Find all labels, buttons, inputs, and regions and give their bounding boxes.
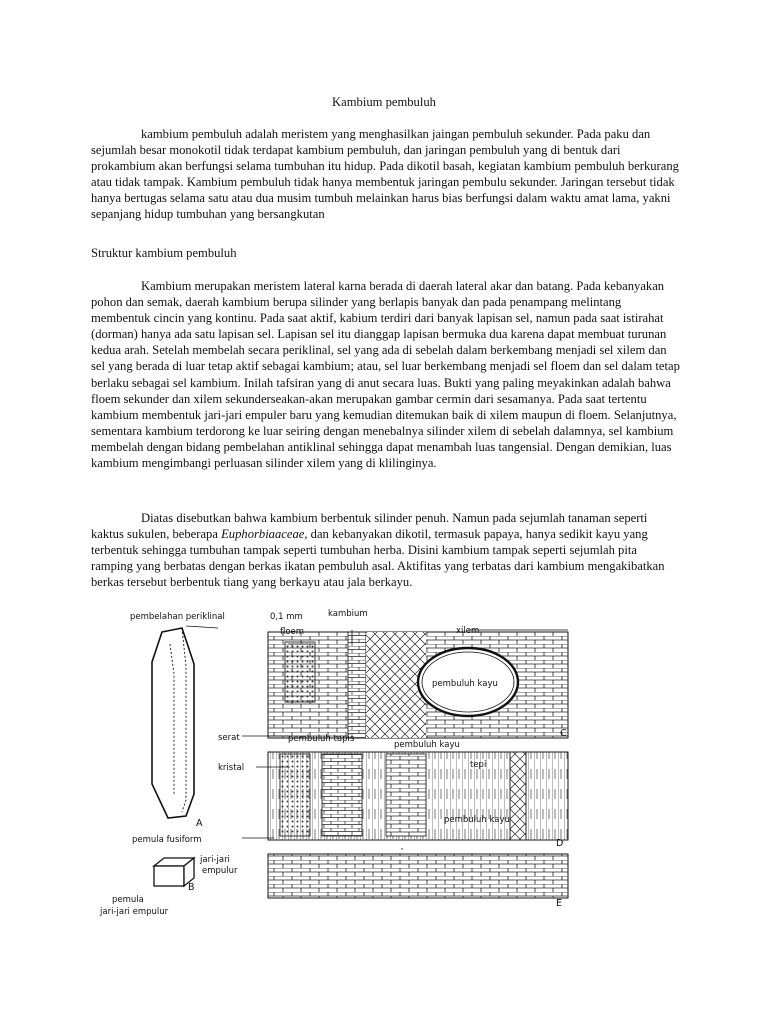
document-title: Kambium pembuluh [332, 95, 436, 109]
label-xylem: xilem [456, 626, 480, 636]
label-vessel-2: pembuluh kayu [394, 740, 460, 750]
label-vessel-3: pembuluh kayu [444, 815, 510, 825]
label-b: B [188, 882, 195, 893]
paragraph-cylinder-italic: Euphorbiaaceae, [221, 527, 308, 542]
panel-c-drawing [268, 632, 568, 738]
paragraph-intro-text: kambium pembuluh adalah meristem yang menghasilkan jaingan pembuluh sekunder. Pada paku dan sejumlah besar monokotil tidak terdapat kambium pembuluh, dan jaringan pembuluh yang di bentuk dari prokambium akan berfungsi selama tumbuhan itu hidup. Pada dikotil basah, kegiatan kambium pembuluh berkurang atau tidak tampak. Kambium pembuluh tidak hanya membentuk jaringan pembulu sekunder. Jaringan tersebut tidak hanya bertugas selama satu atau dua musim tumbuh melainkan harus bias berfungsi dalam waktu amat lama, yakni sepanjang hidup tumbuhan yang bersangkutan [91, 127, 679, 222]
label-phloem: floem [280, 627, 305, 637]
label-sieve-tube: pembuluh tapis [288, 734, 355, 744]
label-d: D [556, 838, 564, 849]
label-c: C [560, 728, 567, 739]
section-heading: Struktur kambium pembuluh [91, 246, 237, 260]
label-border: tepi [470, 760, 487, 770]
label-ray-line1: jari-jari [200, 855, 230, 865]
paragraph-cylinder [91, 510, 681, 590]
cambium-figure [90, 604, 607, 924]
panel-d-drawing [268, 752, 568, 840]
label-fiber: serat [218, 733, 240, 743]
label-initial: pemula [112, 895, 144, 905]
paragraph-intro [91, 126, 681, 223]
label-vessel-1: pembuluh kayu [432, 679, 498, 689]
fusiform-initial-drawing [152, 628, 194, 818]
label-crystal: kristal [218, 763, 245, 773]
paragraph-structure [91, 278, 681, 471]
panel-e-drawing [268, 854, 568, 898]
paragraph-cylinder-text-a: Diatas disebutkan bahwa kambium berbentuk silinder penuh. Namun pada sejumlah tanaman seperti kaktus sukulen, beberapa [91, 511, 648, 542]
paragraph-structure-text: Kambium merupakan meristem lateral karna berada di daerah lateral akar dan batang. Pada kebanyakan pohon dan semak, daerah kambium berupa silinder yang berlapis banyak dan pada penampang melintang membentuk cincin yang kontinu. Pada saat aktif, kabium terdiri dari banyak lapisan sel, namun pada saat istirahat (dorman) hanya ada satu lapisan sel. Lapisan sel itu dianggap lapisan bermuka dua karena dapat membuat turunan kedua arah. Setelah membelah secara periklinal, sel yang ada di sebelah dalam berkembang menjadi sel xilem dan sel yang berada di luar tetap aktif sebagai kambium; atau, sel luar berkembang menjadi sel floem dan sel dalam tetap berlaku sebagai sel kambium. Inilah tafsiran yang di anut secara luas. Bukti yang paling meyakinkan adalah bahwa floem sekunder dan xilem sekunderseakan-akan merupakan gambar cermin dari sesamanya. Pada saat tertentu kambium membentuk jari-jari empuler baru yang kemudian ditemukan baik di xilem maupun di floem. Selanjutnya, sementara kambium terdorong ke luar seiring dengan menebalnya silinder xilem di sebelah dalamnya, sel kambium membelah dengan bidang pembelahan antiklinal sehingga dapat menambah luas tangensial. Dengan demikian, luas kambium mengimbangi perluasan silinder xilem yang di klilinginya. [91, 279, 680, 471]
cambium-diagram [90, 604, 607, 924]
label-scale: 0,1 mm [270, 612, 303, 622]
label-cambium: kambium [328, 609, 368, 619]
paragraph-cylinder-text-b: dan kebanyakan dikotil, termasuk papaya, hanya sedikit kayu yang terbentuk sehingga tumbuhan tampak seperti tumbuhan herba. Disini kambium tampak seperti sejumlah pita ramping yang berbatas dengan berkas ikatan pembuluh asal. Aktifitas yang terbatas dari kambium mengakibatkan berkas tersebut berbentuk tiang yang berkayu atau jala berkayu. [91, 527, 665, 590]
label-ray-line2: empulur [202, 866, 238, 876]
label-e: E [556, 898, 563, 909]
label-a: A [196, 818, 203, 829]
label-ray-initial: jari-jari empulur [100, 907, 169, 917]
label-periclinal-division: pembelahan periklinal [130, 612, 225, 622]
label-fusiform-initial: pemula fusiform [132, 835, 202, 845]
